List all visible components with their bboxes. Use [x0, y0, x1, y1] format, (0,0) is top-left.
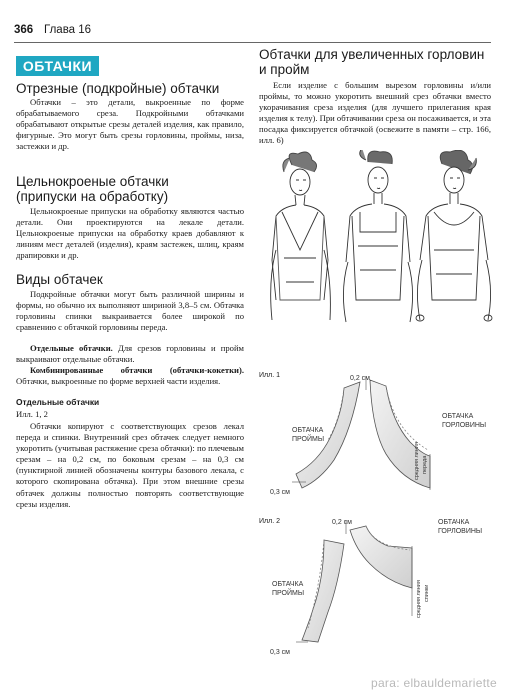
heading-all-in-one-1: Цельнокроеные обтачки [16, 174, 169, 189]
paragraph-cutout-facings: Обтачки – это детали, выкроенные по форме обрабатываемого среза. Подкройными обтачками обрабатывают открытые срезы деталей изделия, как правило, фигурные. Это могут быть срезы горловины, проймы, низа, застежки и др. [16, 97, 244, 152]
figure-round-neck [416, 150, 492, 321]
heading-enlarged-necklines-2: и пройм [259, 62, 310, 77]
separate-facings-term: Отдельные обтачки. [30, 343, 113, 353]
ill2-center-label-1: средняя линия [416, 580, 422, 618]
ill1-center-label-1: средняя линия [414, 442, 420, 480]
illustration-2-back-facings [262, 516, 494, 666]
ill2-side-measure: 0,3 см [270, 649, 290, 656]
paragraph-facing-types: Подкройные обтачки могут быть различной ширины и формы, но обычно их выполняют шириной 3,8–5 см. Обтачка горловины спинки выкраивается более широкой по сравнению с обтачкой горловины переда. [16, 289, 244, 333]
figure-v-neck [271, 152, 331, 320]
ill1-neck-label-2: ГОРЛОВИНЫ [442, 422, 487, 429]
paragraph-separate-facings [16, 343, 244, 365]
illustration-1-front-facings [262, 370, 494, 515]
combined-facings-term: Комбинированные обтачки (обтачки-кокетки). [30, 365, 244, 375]
chapter-title: Глава 16 [44, 24, 92, 36]
ill2-shoulder-measure: 0,2 см [332, 519, 352, 526]
heading-all-in-one-2: (припуски на обработку) [16, 189, 169, 204]
ill2-armhole-label-2: ПРОЙМЫ [272, 590, 305, 597]
heading-enlarged-necklines-1: Обтачки для увеличенных горловин [259, 47, 485, 62]
paragraph-combined-facings [16, 365, 244, 387]
heading-cutout-facings: Отрезные (подкройные) обтачки [16, 81, 220, 96]
subheading-separate-facings: Отдельные обтачки [16, 397, 100, 407]
paragraph-all-in-one: Цельнокроеные припуски на обработку являются частью детали. Они проектируются на лекале детали. Цельнокроеные припуски на обработку краев добавляют к линиям мест деталей (изделия), краям застежек, шлиц, краям драпировки и др. [16, 206, 244, 261]
ill1-neck-label-1: ОБТАЧКА [442, 413, 474, 420]
ill1-side-measure: 0,3 см [270, 489, 290, 496]
combined-facings-text: Обтачки, выкроенные по форме верхней части изделия. [16, 376, 221, 387]
ill1-shoulder-measure: 0,2 см [350, 375, 370, 382]
ill2-neck-label-2: ГОРЛОВИНЫ [438, 528, 483, 535]
fashion-sketch-three-figures [262, 150, 494, 356]
ill2-center-label-2: спинки [424, 584, 430, 602]
ill1-armhole-label-2: ПРОЙМЫ [292, 436, 325, 443]
paragraph-copy-facings: Обтачки копируют с соответствующих срезов лекал переда и спинки. Внутренний срез обтачек следует немного укоротить (учитывая растяжение среза обтачки): по плечевым срезам – на 0,2 см, по боковым срезам – на 0,3 см (пунктирной линией обозначены контуры базового лекала, с которого скопирована обтачка). При этом внешние срезы обтачек должны полностью повторять соответствующие срезы изделия. [16, 421, 244, 509]
paragraph-enlarged-necklines: Если изделие с большим вырезом горловины и/или проймы, то можно укоротить внешний срез обтачки вместо укорачивания среза изделия (для лучшего прилегания края изделия к телу). При обтачивании среза он посаживается, и эта посадка фиксируется обтачкой (освежите в памяти – стр. 166, илл. 6) [259, 80, 491, 146]
separate-facings-text: Для срезов горловины и пройм выкраивают отдельные обтачки. [16, 343, 244, 365]
ill2-label: Илл. 2 [259, 518, 280, 525]
heading-facing-types: Виды обтачек [16, 272, 103, 287]
ill2-armhole-label-1: ОБТАЧКА [272, 581, 304, 588]
section-banner: ОБТАЧКИ [16, 56, 99, 76]
ill1-label: Илл. 1 [259, 372, 280, 379]
page-number: 366 [14, 24, 34, 36]
ill1-center-label-2: переда [422, 455, 428, 474]
ill2-neck-label-1: ОБТАЧКА [438, 519, 470, 526]
watermark: para: elbauldemariette [370, 676, 497, 690]
illustration-reference: Илл. 1, 2 [16, 409, 48, 419]
header-rule [14, 42, 491, 43]
figure-square-neck [343, 150, 412, 322]
ill1-armhole-label-1: ОБТАЧКА [292, 427, 324, 434]
